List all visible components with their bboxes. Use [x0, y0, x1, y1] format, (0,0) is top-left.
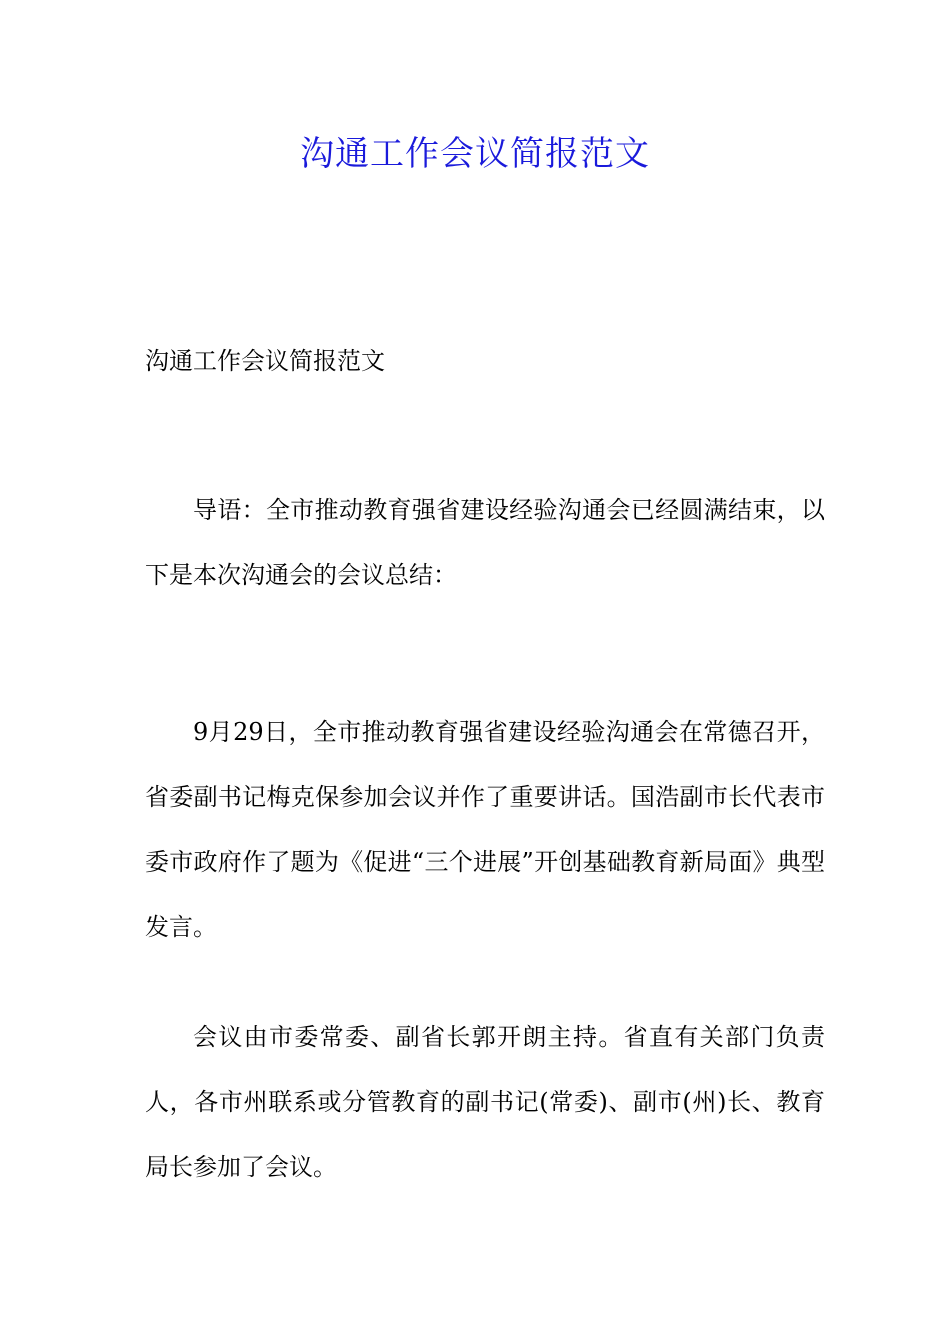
paragraph-meeting-details: 9月29日，全市推动教育强省建设经验沟通会在常德召开，省委副书记梅克保参加会议并作了重要讲话。国浩副市长代表市委市政府作了题为《促进“三个进展”开创基础教育新局面》典型发言。	[145, 718, 825, 941]
document-title: 沟通工作会议简报范文	[300, 134, 650, 174]
paragraph-attendees: 会议由市委常委、副省长郭开朗主持。省直有关部门负责人，各市州联系或分管教育的副书记(常委)、副市(州)长、教育局长参加了会议。	[145, 1023, 825, 1181]
paragraph-intro: 导语：全市推动教育强省建设经验沟通会已经圆满结束，以下是本次沟通会的会议总结：	[145, 496, 825, 589]
document-subtitle: 沟通工作会议简报范文	[145, 347, 385, 375]
